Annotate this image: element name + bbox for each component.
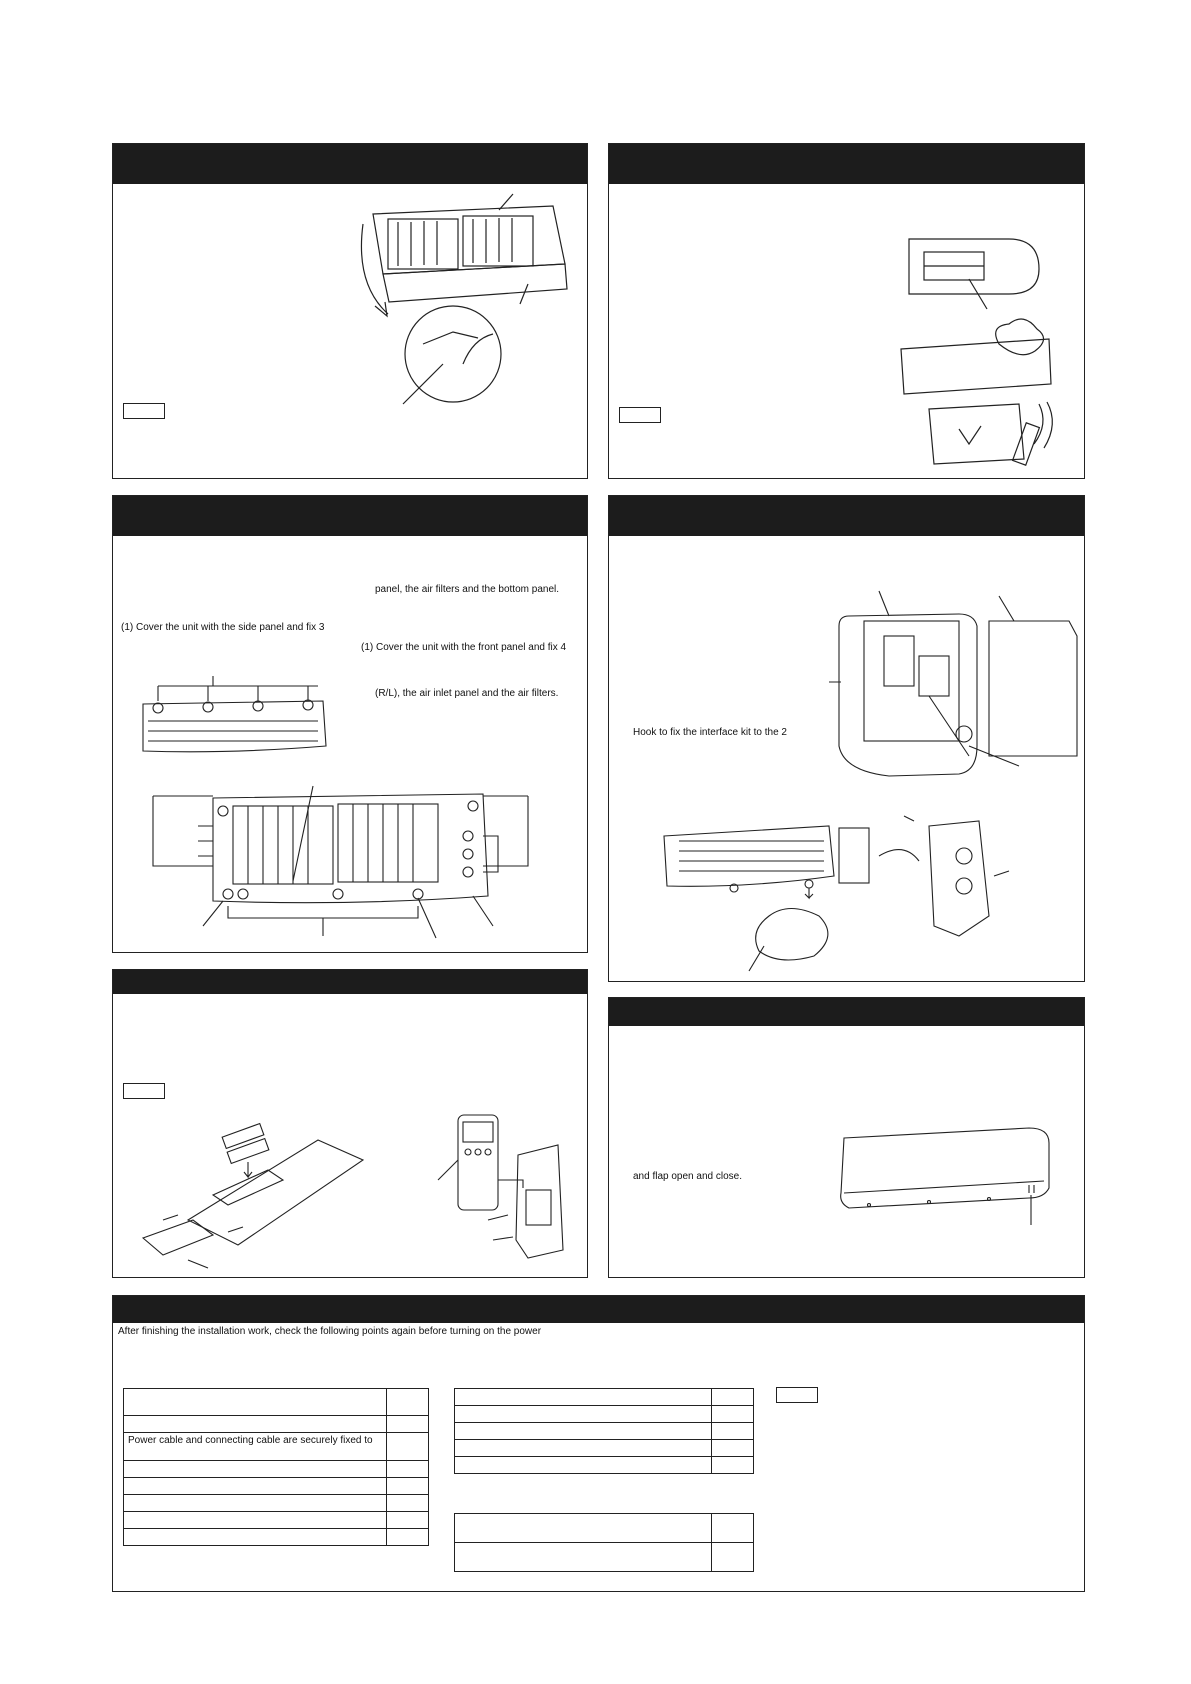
check-cell [712, 1440, 754, 1457]
check-cell [387, 1529, 429, 1546]
check-cell [387, 1389, 429, 1416]
table-row [124, 1478, 429, 1495]
check-cell [712, 1406, 754, 1423]
panel-header [113, 1296, 1084, 1323]
table-row [124, 1389, 429, 1416]
check-item [124, 1461, 387, 1478]
instruction-text: panel, the air filters and the bottom panel. [375, 584, 560, 595]
remote-holder-illustration [438, 1110, 578, 1260]
table-row [455, 1514, 754, 1543]
check-item [455, 1406, 712, 1423]
check-item [124, 1495, 387, 1512]
panel-header [113, 496, 587, 536]
check-cell [387, 1416, 429, 1433]
unit-interior-illustration [829, 596, 1089, 796]
side-panel-screws-illustration [128, 676, 328, 756]
table-row [455, 1389, 754, 1406]
check-cell [712, 1389, 754, 1406]
check-cell [387, 1512, 429, 1529]
check-item [124, 1478, 387, 1495]
check-item [124, 1416, 387, 1433]
check-item [455, 1389, 712, 1406]
check-item [455, 1440, 712, 1457]
check-item [124, 1529, 387, 1546]
table-row [455, 1440, 754, 1457]
table-row [124, 1433, 429, 1461]
panel-mounting-inlet [112, 143, 588, 479]
table-row [124, 1461, 429, 1478]
table-row [455, 1457, 754, 1474]
battery-insertion-illustration [138, 1120, 368, 1270]
note-box [619, 407, 661, 423]
table-row [455, 1423, 754, 1440]
panel-interface-kit [608, 495, 1085, 982]
panel-header [609, 144, 1084, 184]
interface-kit-mounting-illustration [659, 816, 1019, 976]
note-box [123, 403, 165, 419]
check-cell [387, 1495, 429, 1512]
check-cell [387, 1433, 429, 1461]
check-item [455, 1457, 712, 1474]
instruction-text: (1) Cover the unit with the side panel and fix 3 [121, 622, 325, 633]
panel-final-check [112, 1295, 1085, 1592]
indoor-unit-illustration [839, 1123, 1059, 1233]
check-cell [712, 1514, 754, 1543]
remote-and-unit-illustration [899, 234, 1069, 474]
instruction-text: (1) Cover the unit with the front panel and fix 4 [361, 642, 567, 653]
note-box [776, 1387, 818, 1403]
check-item [124, 1389, 387, 1416]
panel-header [609, 998, 1084, 1026]
check-cell [712, 1543, 754, 1572]
flap-instruction-text: and flap open and close. [633, 1171, 742, 1182]
hook-instruction-text: Hook to fix the interface kit to the 2 [633, 727, 787, 738]
panel-fixing-screws [112, 495, 588, 953]
checklist-table-left [123, 1388, 429, 1546]
check-item [124, 1512, 387, 1529]
panel-header [113, 144, 587, 184]
check-item [455, 1514, 712, 1543]
table-row [124, 1416, 429, 1433]
check-item [455, 1423, 712, 1440]
front-panel-screws-illustration [153, 786, 533, 936]
note-box [123, 1083, 165, 1099]
checklist-table-middle [454, 1388, 754, 1474]
checklist-table-middle-lower [454, 1513, 754, 1572]
check-item: Power cable and connecting cable are securely fixed to [124, 1433, 387, 1461]
table-row [124, 1495, 429, 1512]
check-cell [387, 1461, 429, 1478]
check-item [455, 1543, 712, 1572]
panel-header [113, 970, 587, 994]
panel-test-remote [608, 143, 1085, 479]
check-cell [712, 1457, 754, 1474]
indoor-unit-filter-illustration [353, 194, 583, 424]
table-row [455, 1406, 754, 1423]
instruction-text: (R/L), the air inlet panel and the air filters. [375, 688, 559, 699]
table-row [455, 1543, 754, 1572]
check-cell [712, 1423, 754, 1440]
table-row [124, 1529, 429, 1546]
panel-header [609, 496, 1084, 536]
final-check-intro: After finishing the installation work, check the following points again before turning on the power [118, 1326, 542, 1337]
check-cell [387, 1478, 429, 1495]
panel-flap-check [608, 997, 1085, 1278]
table-row [124, 1512, 429, 1529]
panel-remote-batteries [112, 969, 588, 1278]
